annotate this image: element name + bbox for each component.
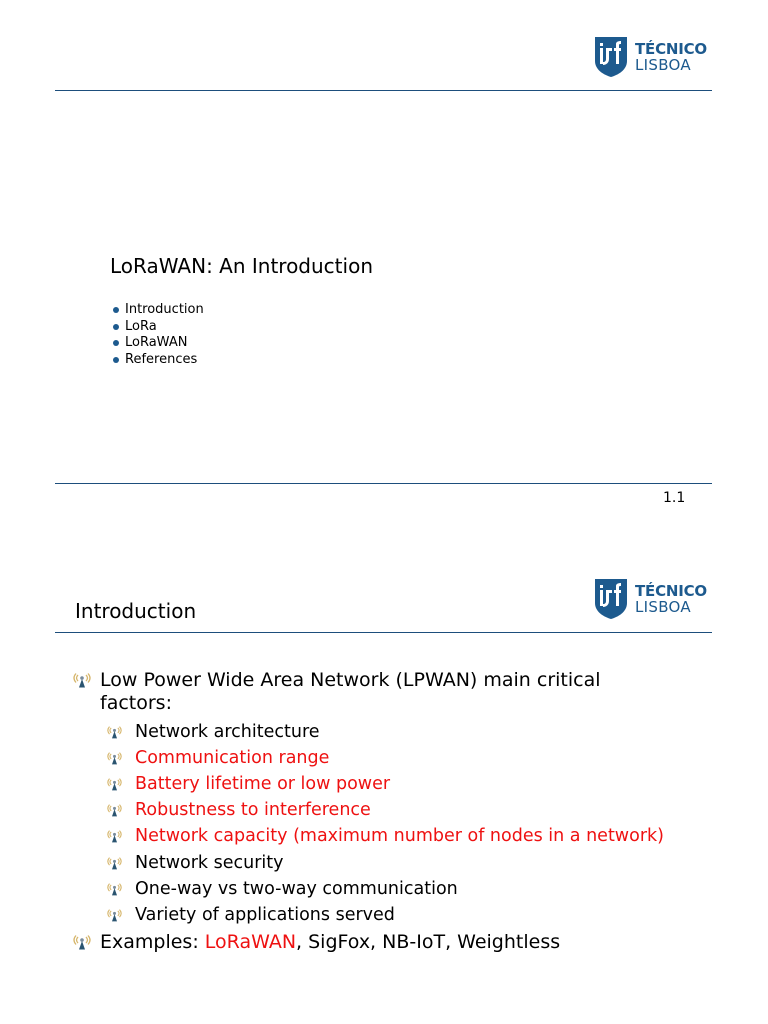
slide-2 [0, 540, 768, 1024]
antenna-bullet-icon [107, 883, 122, 896]
header-rule [55, 90, 712, 91]
subbullet-robustness: Robustness to interference [107, 799, 371, 821]
subbullet-network-security: Network security [107, 852, 284, 874]
logo-line-2: LISBOA [635, 597, 691, 616]
tecnico-logo [594, 36, 707, 78]
subbullet-network-capacity: Network capacity (maximum number of nodes in a network) [107, 825, 664, 847]
bullet-examples: Examples: LoRaWAN, SigFox, NB-IoT, Weightless [73, 931, 560, 954]
logo-line-2: LISBOA [635, 55, 691, 74]
antenna-bullet-icon [107, 752, 122, 765]
toc-item: References [113, 352, 204, 369]
ist-shield-icon [594, 578, 628, 620]
antenna-bullet-icon [107, 857, 122, 870]
ist-shield-icon [594, 36, 628, 78]
slide-title: LoRaWAN: An Introduction [110, 254, 373, 278]
toc-item: LoRaWAN [113, 335, 204, 352]
bullet-lpwan-factors: Low Power Wide Area Network (LPWAN) main critical factors: [73, 669, 601, 715]
antenna-bullet-icon [107, 778, 122, 791]
slide-title: Introduction [75, 599, 197, 623]
logo-line-1: TÉCNICO [635, 581, 707, 600]
toc-item: Introduction [113, 302, 204, 319]
antenna-bullet-icon [107, 804, 122, 817]
tecnico-logo [594, 578, 707, 620]
antenna-bullet-icon [73, 673, 91, 688]
header-rule [55, 632, 712, 633]
antenna-bullet-icon [107, 909, 122, 922]
subbullet-communication-range: Communication range [107, 747, 329, 769]
antenna-bullet-icon [107, 830, 122, 843]
antenna-bullet-icon [107, 726, 122, 739]
bullet-dot-icon [113, 357, 119, 363]
toc-item: LoRa [113, 319, 204, 336]
lorawan-highlight: LoRaWAN [204, 931, 297, 953]
table-of-contents [113, 302, 204, 368]
subbullet-battery-lifetime: Battery lifetime or low power [107, 773, 390, 795]
subbullet-network-architecture: Network architecture [107, 721, 320, 743]
subbullet-one-way-two-way: One-way vs two-way communication [107, 878, 458, 900]
antenna-bullet-icon [73, 935, 91, 950]
logo-line-1: TÉCNICO [635, 39, 707, 58]
bullet-dot-icon [113, 307, 119, 313]
bullet-dot-icon [113, 340, 119, 346]
subbullet-applications: Variety of applications served [107, 904, 395, 926]
page-number: 1.1 [663, 490, 686, 506]
footer-rule [55, 483, 712, 484]
bullet-dot-icon [113, 324, 119, 330]
